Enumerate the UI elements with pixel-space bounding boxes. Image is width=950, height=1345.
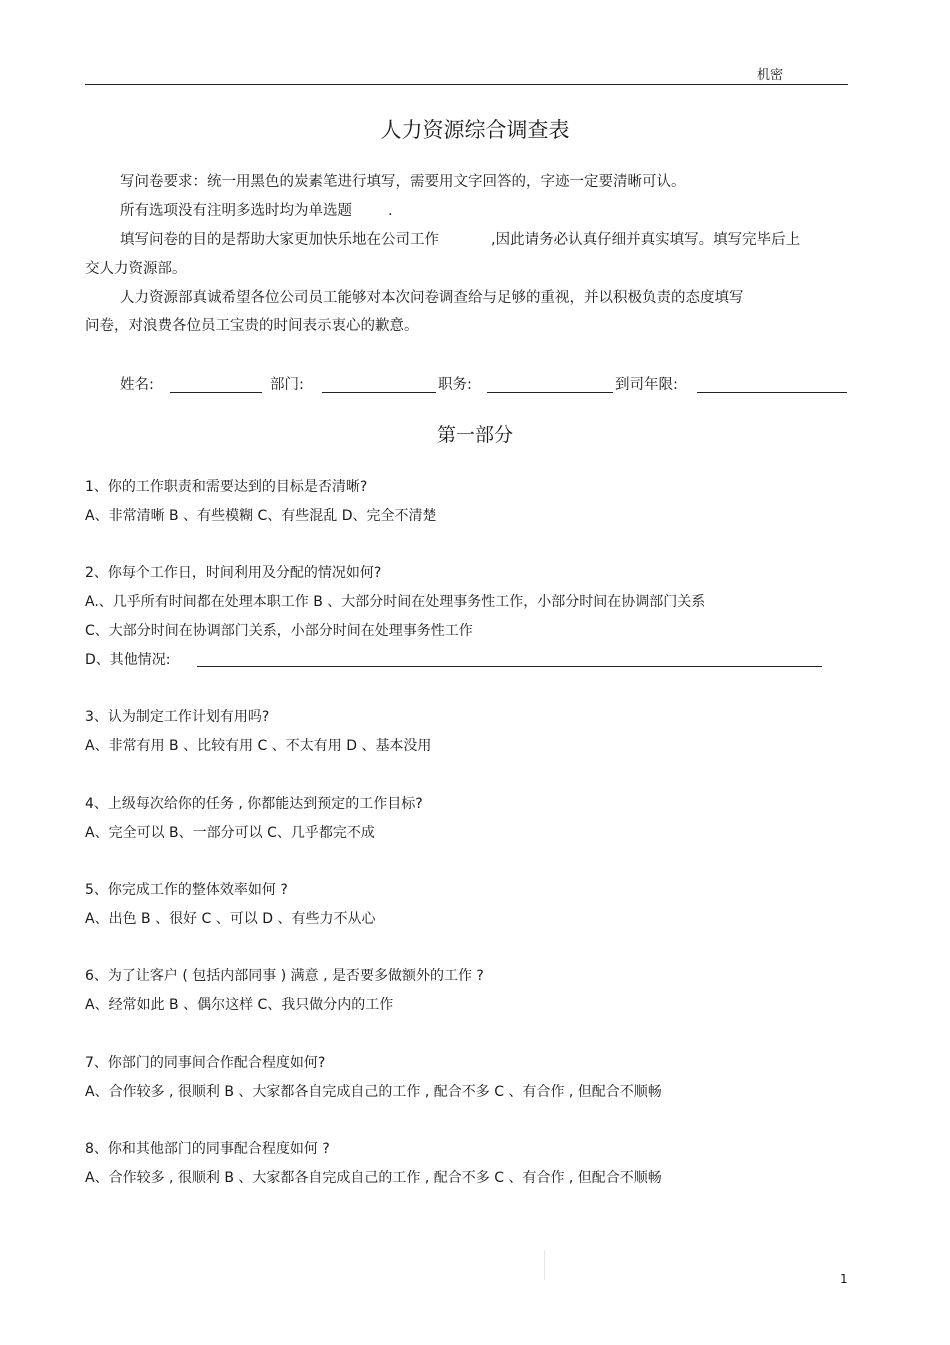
question-7-options: A、合作较多 , 很顺利 B 、大家都各自完成自己的工作 , 配合不多 C 、有合作 , 但配合不顺畅 [85, 1084, 662, 1100]
position-label: 职务: [438, 377, 472, 393]
question-4-options: A、完全可以 B、一部分可以 C、几乎都完不成 [85, 825, 375, 841]
name-label: 姓名: [120, 377, 154, 393]
intro-apology-part1: 人力资源部真诚希望各位公司员工能够对本次问卷调查给与足够的重视，并以积极负责的态度填写 [120, 290, 744, 306]
position-field[interactable] [487, 392, 613, 393]
question-1: 1、你的工作职责和需要达到的目标是否清晰? [85, 479, 368, 495]
name-field[interactable] [170, 392, 262, 393]
section-heading: 第一部分 [436, 424, 513, 446]
page-fold-mark [544, 1250, 545, 1280]
header-divider [85, 84, 848, 85]
question-6: 6、为了让客户 ( 包括内部同事 ) 满意 , 是否要多做额外的工作 ? [85, 968, 484, 984]
intro-single-choice-end: . [388, 203, 393, 219]
question-4: 4、上级每次给你的任务 , 你都能达到预定的工作目标? [85, 796, 423, 812]
question-5: 5、你完成工作的整体效率如何 ? [85, 882, 288, 898]
intro-purpose-part2: ,因此请务必认真仔细并真实填写。填写完毕后上 [491, 232, 801, 248]
tenure-label: 到司年限: [615, 377, 678, 393]
department-field[interactable] [322, 392, 436, 393]
page-number: 1 [840, 1272, 848, 1286]
intro-apology-part2: 问卷，对浪费各位员工宝贵的时间表示衷心的歉意。 [85, 318, 419, 334]
question-2-options-ab: A.、几乎所有时间都在处理本职工作 B 、大部分时间在处理事务性工作，小部分时间在协调部门关系 [85, 594, 706, 610]
intro-purpose-part1: 填写问卷的目的是帮助大家更加快乐地在公司工作 [120, 232, 439, 248]
intro-requirements: 写问卷要求：统一用黑色的炭素笔进行填写，需要用文字回答的，字迹一定要清晰可认。 [120, 174, 686, 190]
question-8-options: A、合作较多 , 很顺利 B 、大家都各自完成自己的工作 , 配合不多 C 、有合作 , 但配合不顺畅 [85, 1170, 662, 1186]
question-2-option-c: C、大部分时间在协调部门关系，小部分时间在处理事务性工作 [85, 623, 473, 639]
question-1-options: A、非常清晰 B 、有些模糊 C、有些混乱 D、完全不清楚 [85, 508, 437, 524]
question-7: 7、你部门的同事间合作配合程度如何? [85, 1055, 326, 1071]
document-title: 人力资源综合调查表 [380, 118, 570, 142]
department-label: 部门: [270, 377, 304, 393]
question-2-option-d: D、其他情况: [85, 652, 171, 668]
question-3-options: A、非常有用 B 、比较有用 C 、不太有用 D 、基本没用 [85, 738, 432, 754]
question-2: 2、你每个工作日，时间利用及分配的情况如何? [85, 565, 382, 581]
confidential-label: 机密 [757, 68, 784, 83]
question-5-options: A、出色 B 、很好 C 、可以 D 、有些力不从心 [85, 911, 376, 927]
intro-purpose-part3: 交人力资源部。 [85, 261, 187, 277]
intro-single-choice: 所有选项没有注明多选时均为单选题 [120, 203, 352, 219]
question-6-options: A、经常如此 B 、偶尔这样 C、我只做分内的工作 [85, 997, 394, 1013]
question-3: 3、认为制定工作计划有用吗? [85, 709, 270, 725]
tenure-field[interactable] [697, 392, 847, 393]
question-8: 8、你和其他部门的同事配合程度如何 ? [85, 1141, 330, 1157]
question-2-other-field[interactable] [197, 666, 822, 667]
